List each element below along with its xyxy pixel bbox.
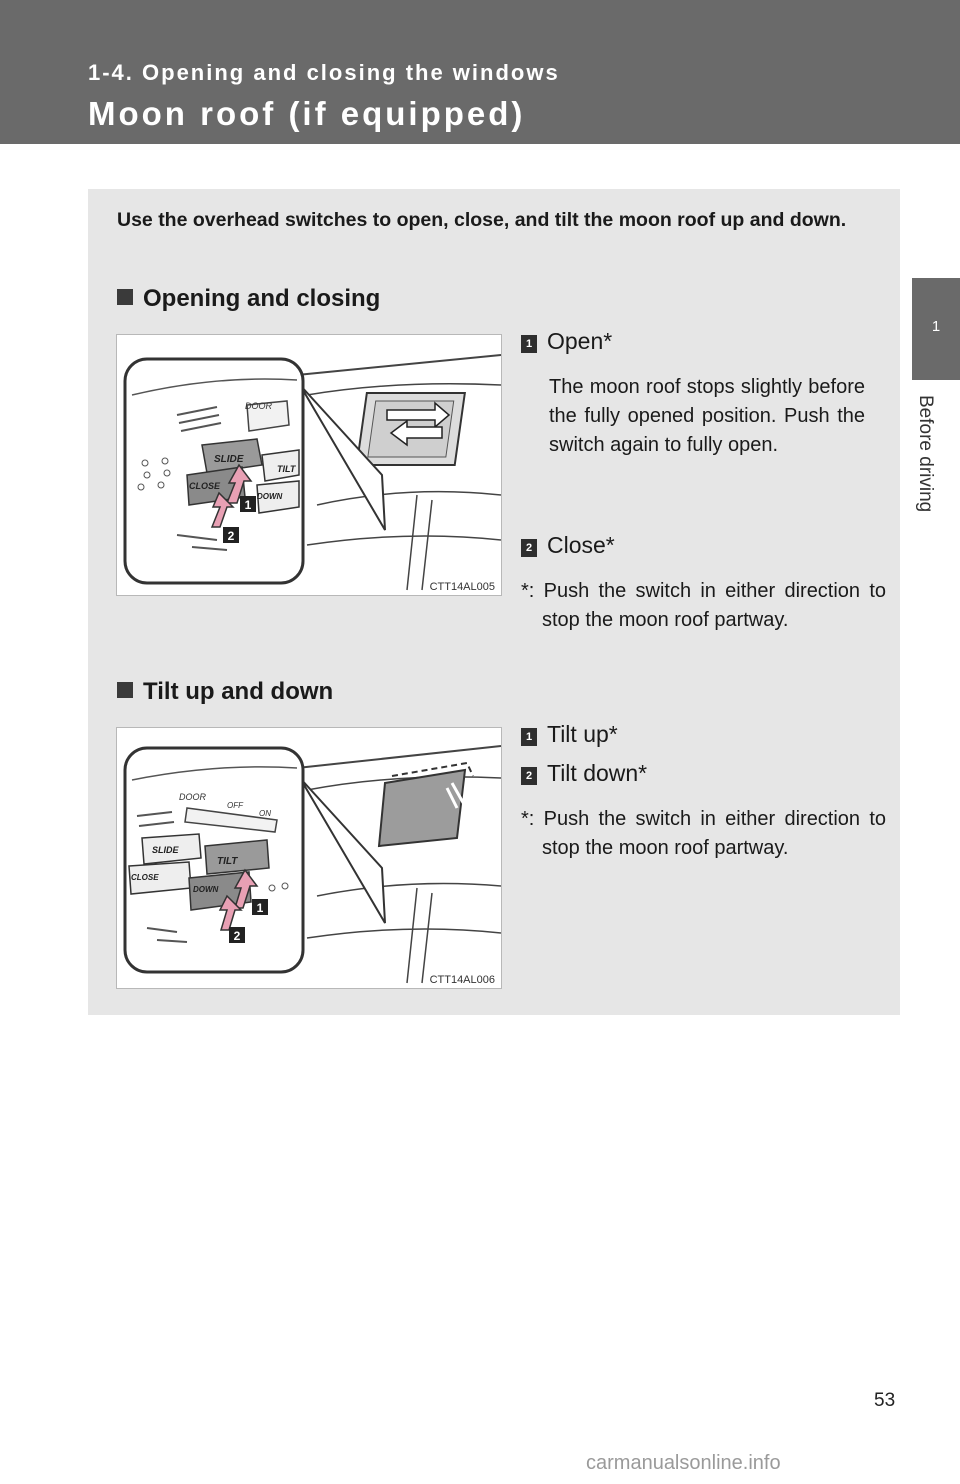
figure-tilt <box>116 727 502 989</box>
item-label: Tilt down* <box>547 760 648 786</box>
label-slide: SLIDE <box>214 454 244 465</box>
label-on: ON <box>259 809 271 818</box>
number-badge: 1 <box>521 335 537 353</box>
section-heading-text: Opening and closing <box>143 285 381 312</box>
footnote: *: Push the switch in either direction to stop the moon roof partway. <box>521 580 886 631</box>
section-number: 1-4. Opening and closing the windows <box>88 60 560 85</box>
section-heading-tilt <box>117 678 333 706</box>
section-heading-text: Tilt up and down <box>143 678 334 705</box>
chapter-number: 1 <box>931 318 941 335</box>
page-number: 53 <box>874 1390 896 1411</box>
item-tilt-down <box>521 760 647 787</box>
number-badge: 2 <box>521 767 537 785</box>
figure-code: CTT14AL005 <box>429 581 495 593</box>
number-badge: 2 <box>521 539 537 557</box>
item-open <box>521 328 612 355</box>
square-bullet-icon <box>117 682 133 698</box>
switch-illustration-1 <box>117 335 501 595</box>
figure-code: CTT14AL006 <box>429 974 495 986</box>
label-close: CLOSE <box>131 873 159 882</box>
callout-2: 2 <box>227 529 235 543</box>
item-close <box>521 532 615 559</box>
figure-opening-closing <box>116 334 502 596</box>
item-label: Open* <box>547 328 613 354</box>
label-close: CLOSE <box>189 481 221 491</box>
callout-1: 1 <box>256 901 264 915</box>
item-label: Close* <box>547 532 615 558</box>
callout-2: 2 <box>233 929 241 943</box>
label-down: DOWN <box>257 492 283 501</box>
number-badge: 1 <box>521 728 537 746</box>
page-title: Moon roof (if equipped) <box>88 95 526 132</box>
item-label: Tilt up* <box>547 721 618 747</box>
watermark: carmanualsonline.info <box>586 1452 781 1474</box>
label-tilt: TILT <box>277 464 296 474</box>
label-door: DOOR <box>245 401 272 411</box>
label-tilt: TILT <box>217 856 238 867</box>
label-slide: SLIDE <box>152 845 179 855</box>
square-bullet-icon <box>117 289 133 305</box>
intro-text: Use the overhead switches to open, close, and tilt the moon roof up and down. <box>117 209 847 231</box>
section-heading-opening <box>117 285 380 313</box>
footnote: *: Push the switch in either direction to stop the moon roof partway. <box>521 808 886 859</box>
chapter-label: Before driving <box>915 395 936 513</box>
label-door: DOOR <box>179 792 206 802</box>
label-down: DOWN <box>193 885 219 894</box>
switch-illustration-2 <box>117 728 501 988</box>
item-tilt-up <box>521 721 618 748</box>
item-open-description: The moon roof stops slightly before the fully opened position. Push the switch again to fully open. <box>549 376 865 456</box>
label-off: OFF <box>227 801 243 810</box>
callout-1: 1 <box>244 498 252 512</box>
page-header <box>0 0 960 144</box>
